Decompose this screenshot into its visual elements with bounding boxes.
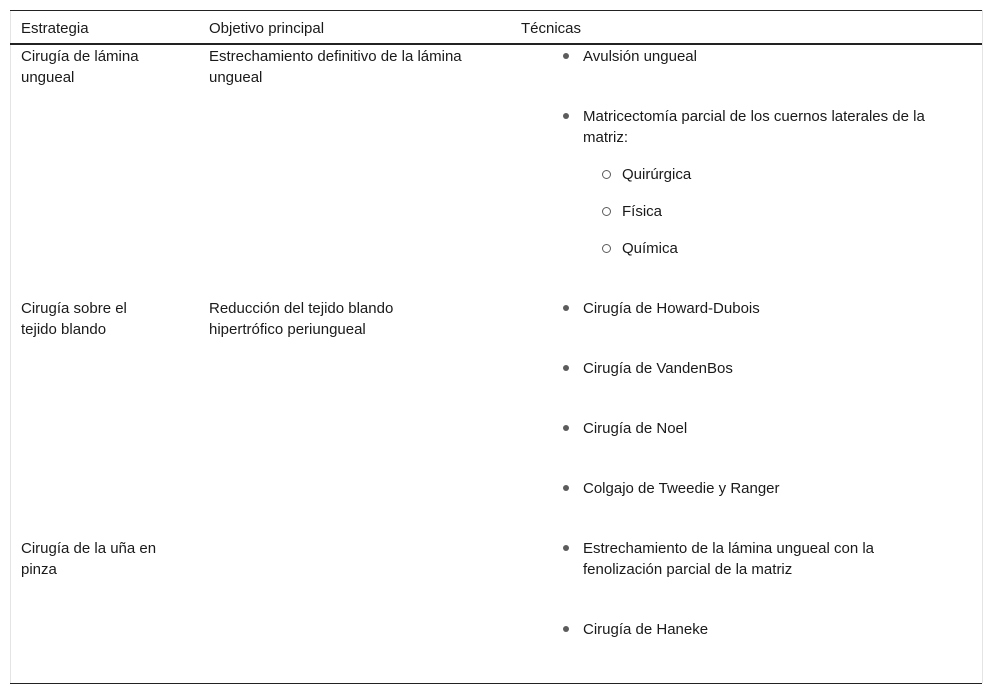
bullet-icon: [563, 545, 569, 551]
bullet-icon: [563, 113, 569, 119]
technique-text: Cirugía de Howard-Dubois: [583, 300, 760, 317]
technique-text: Cirugía de Noel: [583, 420, 688, 437]
header-strategy: Estrategia: [21, 20, 89, 37]
row1-strategy: Cirugía de lámina ungueal: [21, 48, 139, 86]
table-bottom-rule: [10, 683, 982, 684]
bullet-icon: [563, 626, 569, 632]
technique-text: Matricectomía parcial de los cuernos laterales de la matriz:: [583, 108, 925, 146]
bullet-icon: [563, 53, 569, 59]
header-techniques: Técnicas: [521, 20, 582, 37]
ring-bullet-icon: [602, 170, 611, 179]
row2-strategy: Cirugía sobre el tejido blando: [21, 300, 127, 338]
row1-objective: Estrechamiento definitivo de la lámina ungueal: [209, 48, 462, 86]
row3-strategy: Cirugía de la uña en pinza: [21, 540, 157, 578]
technique-text: Cirugía de Haneke: [583, 621, 709, 638]
technique-text: Cirugía de VandenBos: [583, 360, 733, 377]
bullet-icon: [563, 485, 569, 491]
bullet-icon: [563, 305, 569, 311]
subtechnique-text: Química: [622, 240, 678, 257]
table-top-rule: [10, 10, 982, 11]
row2-objective: Reducción del tejido blando hipertrófico periungueal: [209, 300, 394, 338]
bullet-icon: [563, 425, 569, 431]
ring-bullet-icon: [602, 244, 611, 253]
header-objective: Objetivo principal: [209, 20, 325, 37]
table-header-rule: [10, 43, 982, 45]
subtechnique-text: Física: [622, 203, 663, 220]
subtechnique-text: Quirúrgica: [622, 166, 692, 183]
technique-text: Estrechamiento de la lámina ungueal con la fenolización parcial de la matriz: [583, 540, 875, 578]
technique-text: Colgajo de Tweedie y Ranger: [583, 480, 780, 497]
bullet-icon: [563, 365, 569, 371]
ring-bullet-icon: [602, 207, 611, 216]
technique-text: Avulsión ungueal: [583, 48, 697, 65]
